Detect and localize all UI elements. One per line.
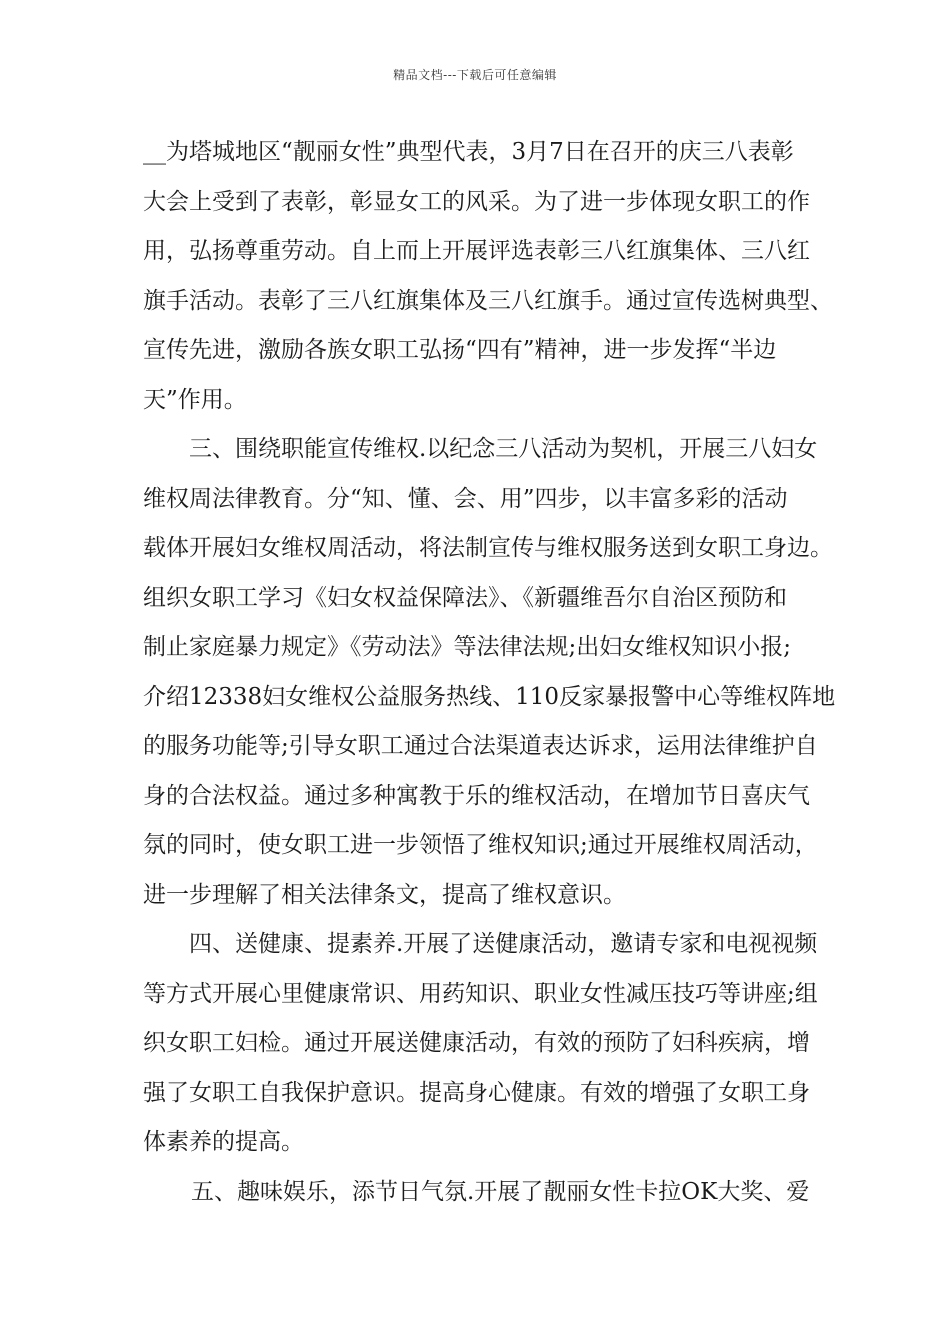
text-line: 天”作用。	[143, 386, 247, 413]
text-line: 五、趣味娱乐，添节日气氛.开展了靓丽女性卡拉OK大奖、爱	[191, 1178, 810, 1205]
text-line: 三、围绕职能宣传维权.以纪念三八活动为契机，开展三八妇女	[189, 436, 818, 462]
text-line: 载体开展妇女维权周活动，将法制宣传与维权服务送到女职工身边。	[143, 535, 833, 561]
text-line: 用，弘扬尊重劳动。自上而上开展评选表彰三八红旗集体、三八红	[143, 238, 810, 264]
text-line: 组织女职工学习《妇女权益保障法》、《新疆维吾尔自治区预防和	[143, 584, 787, 611]
paragraph-3	[143, 920, 823, 1168]
text-line: 介绍12338妇女维权公益服务热线、110反家暴报警中心等维权阵地	[143, 683, 836, 710]
text-line: __为塔城地区“靓丽女性”典型代表，3月7日在召开的庆三八表彰	[143, 139, 794, 165]
text-line: 旗手活动。表彰了三八红旗集体及三八红旗手。通过宣传选树典型、	[143, 287, 833, 314]
text-line: 等方式开展心里健康常识、用药知识、职业女性减压技巧等讲座;组	[143, 980, 818, 1007]
text-line: 身的合法权益。通过多种寓教于乐的维权活动，在增加节日喜庆气	[143, 782, 810, 809]
text-line: 体素养的提高。	[143, 1129, 304, 1155]
paragraph-4	[143, 1168, 823, 1218]
text-line: 氛的同时，使女职工进一步领悟了维权知识;通过开展维权周活动，	[143, 832, 818, 858]
text-line: 的服务功能等;引导女职工通过合法渠道表达诉求，运用法律维护自	[143, 733, 818, 759]
text-line: 宣传先进，激励各族女职工弘扬“四有”精神，进一步发挥“半边	[143, 337, 777, 363]
paragraph-2	[143, 425, 836, 920]
text-line: 维权周法律教育。分“知、懂、会、用”四步，以丰富多彩的活动	[143, 485, 788, 512]
text-line: 大会上受到了表彰，彰显女工的风采。为了进一步体现女职工的作	[143, 188, 810, 215]
document-body	[143, 128, 836, 1217]
text-line: 强了女职工自我保护意识。提高身心健康。有效的增强了女职工身	[143, 1079, 810, 1106]
text-line: 四、送健康、提素养.开展了送健康活动，邀请专家和电视视频	[189, 931, 818, 957]
text-line: 织女职工妇检。通过开展送健康活动，有效的预防了妇科疾病，增	[143, 1030, 810, 1056]
text-line: 进一步理解了相关法律条文，提高了维权意识。	[143, 881, 626, 908]
paragraph-1	[143, 128, 833, 425]
text-line: 制止家庭暴力规定》《劳动法》等法律法规;出妇女维权知识小报;	[143, 634, 791, 660]
page-header: 精品文档---下载后可任意编辑	[393, 68, 557, 82]
